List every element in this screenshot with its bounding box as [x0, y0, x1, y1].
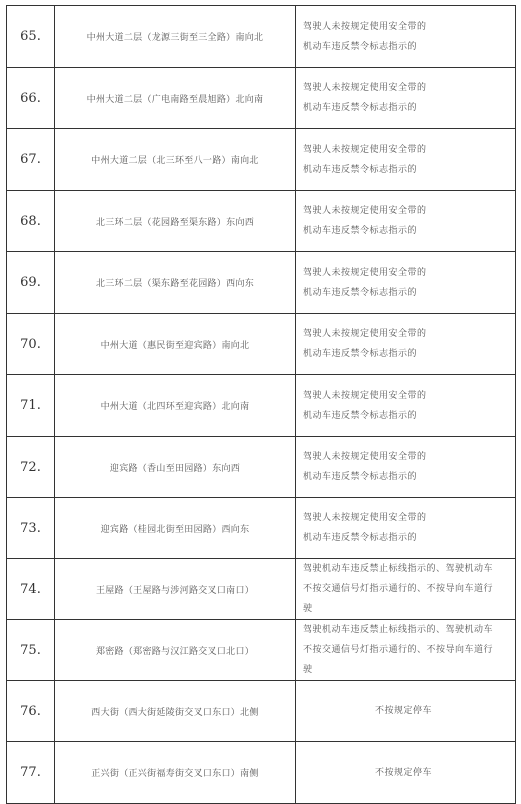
violation-cell [296, 620, 516, 681]
violation-cell [296, 314, 516, 375]
location-cell: 王屋路（王屋路与涉河路交叉口南口） [55, 559, 296, 620]
violation-cell [296, 437, 516, 498]
violation-text-line: 不按交通信号灯指示通行的、不按导向车道行 [303, 645, 494, 655]
table-row [7, 68, 516, 129]
violation-text-line: 驾驶机动车违反禁止标线指示的、驾驶机动车 [303, 564, 494, 574]
table-row [7, 742, 516, 804]
row-number: 75. [7, 620, 55, 681]
table-row [7, 620, 516, 681]
location-cell: 迎宾路（桂园北街至田园路）西向东 [55, 498, 296, 559]
violation-text-line: 驾驶人未按规定使用安全带的 [303, 144, 427, 155]
row-number: 67. [7, 129, 55, 191]
row-number: 65. [7, 6, 55, 68]
violation-cell [296, 498, 516, 559]
row-number: 76. [7, 681, 55, 742]
location-cell: 中州大道二层（广电南路至晨旭路）北向南 [55, 68, 296, 129]
row-number: 68. [7, 191, 55, 252]
violation-text-line: 驾驶人未按规定使用安全带的 [303, 329, 427, 339]
violation-cell [296, 375, 516, 437]
table-row [7, 559, 516, 620]
location-cell: 中州大道（惠民街至迎宾路）南向北 [55, 314, 296, 375]
violation-text-line: 驾驶人未按规定使用安全带的 [303, 390, 427, 401]
violation-text-line: 机动车违反禁令标志指示的 [303, 533, 418, 543]
row-number: 66. [7, 68, 55, 129]
violation-text-line: 不按交通信号灯指示通行的、不按导向车道行 [303, 584, 494, 594]
violation-text-line: 驾驶机动车违反禁止标线指示的、驾驶机动车 [303, 625, 494, 635]
table-body [7, 6, 516, 804]
table-row [7, 129, 516, 191]
table-row [7, 437, 516, 498]
violation-text-line: 机动车违反禁令标志指示的 [303, 164, 418, 175]
row-number: 73. [7, 498, 55, 559]
violation-text-line: 驶 [303, 665, 313, 675]
violation-text-line: 驾驶人未按规定使用安全带的 [303, 21, 427, 32]
table-row [7, 6, 516, 68]
violation-text-line: 机动车违反禁令标志指示的 [303, 103, 418, 113]
location-cell: 迎宾路（香山至田园路）东向西 [55, 437, 296, 498]
location-cell: 北三环二层（花园路至渠东路）东向西 [55, 191, 296, 252]
violation-cell [296, 559, 516, 620]
violation-text-line: 驾驶人未按规定使用安全带的 [303, 267, 427, 278]
row-number: 70. [7, 314, 55, 375]
violation-text-line: 机动车违反禁令标志指示的 [303, 226, 418, 236]
violation-text-line: 不按规定停车 [374, 767, 432, 778]
violation-text-line: 驾驶人未按规定使用安全带的 [303, 206, 427, 216]
violation-text-line: 驶 [303, 604, 313, 614]
table-row [7, 314, 516, 375]
location-cell: 北三环二层（渠东路至花园路）西向东 [55, 252, 296, 314]
location-cell: 郑密路（郑密路与汉江路交叉口北口） [55, 620, 296, 681]
violation-cell [296, 191, 516, 252]
table-row [7, 252, 516, 314]
row-number: 72. [7, 437, 55, 498]
table-row [7, 191, 516, 252]
location-cell: 正兴街（正兴街福寿街交叉口东口）南侧 [55, 742, 296, 804]
violation-text-line: 机动车违反禁令标志指示的 [303, 41, 418, 52]
table-row [7, 498, 516, 559]
violation-text-line: 机动车违反禁令标志指示的 [303, 410, 418, 421]
violation-text-line: 机动车违反禁令标志指示的 [303, 349, 418, 359]
violation-cell [296, 681, 516, 742]
violation-text-line: 机动车违反禁令标志指示的 [303, 287, 418, 298]
violation-cell [296, 252, 516, 314]
violation-text-line: 驾驶人未按规定使用安全带的 [303, 452, 427, 462]
location-cell: 中州大道（北四环至迎宾路）北向南 [55, 375, 296, 437]
violation-cell [296, 742, 516, 804]
violation-text-line: 驾驶人未按规定使用安全带的 [303, 513, 427, 523]
violation-cell [296, 68, 516, 129]
location-cell: 中州大道二层（北三环至八一路）南向北 [55, 129, 296, 191]
location-cell: 西大街（西大街延陵街交叉口东口）北侧 [55, 681, 296, 742]
row-number: 77. [7, 742, 55, 804]
row-number: 71. [7, 375, 55, 437]
location-cell: 中州大道二层（龙源三街至三全路）南向北 [55, 6, 296, 68]
row-number: 69. [7, 252, 55, 314]
violation-text-line: 不按规定停车 [374, 706, 432, 716]
violation-cell [296, 6, 516, 68]
violation-text-line: 驾驶人未按规定使用安全带的 [303, 83, 427, 93]
violation-cell [296, 129, 516, 191]
violation-text-line: 机动车违反禁令标志指示的 [303, 472, 418, 482]
row-number: 74. [7, 559, 55, 620]
table-row [7, 375, 516, 437]
violation-locations-table [6, 5, 516, 804]
table-row [7, 681, 516, 742]
